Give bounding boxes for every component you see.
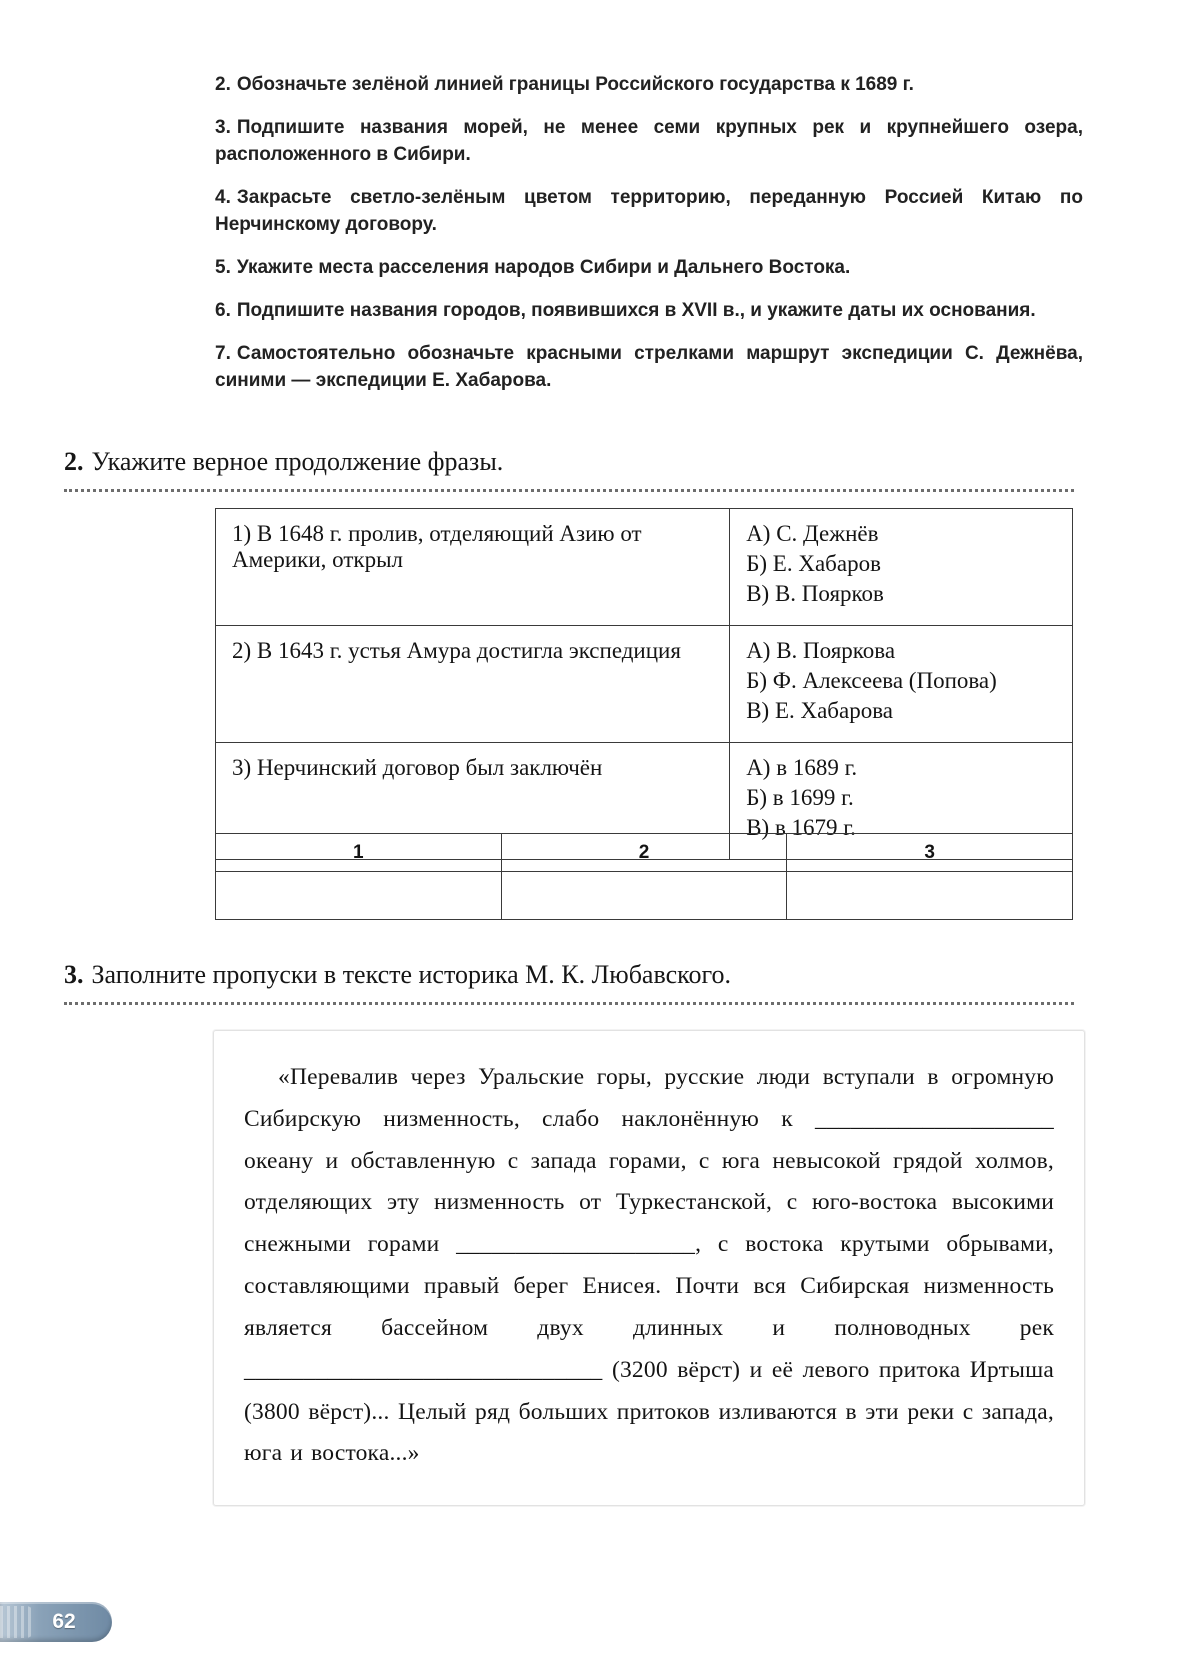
- task-item: [215, 255, 1083, 282]
- option: Б) Е. Хабаров: [746, 551, 881, 576]
- section-2-heading: [64, 447, 1094, 477]
- question-cell: 2) В 1643 г. устья Амура достигла экспедиция: [216, 626, 730, 743]
- answer-header-row: [216, 834, 1073, 872]
- question-cell: 3) Нерчинский договор был заключён: [216, 743, 730, 860]
- task-text: Самостоятельно обозначьте красными стрелками маршрут экспедиции С. Дежнёва, синими — экспедиции Е. Хабарова.: [215, 342, 1083, 391]
- option: В) В. Поярков: [746, 581, 884, 606]
- task-number: 4.: [215, 186, 231, 208]
- task-text: Укажите места расселения народов Сибири и Дальнего Востока.: [236, 256, 851, 278]
- option: Б) Ф. Алексеева (Попова): [746, 668, 997, 693]
- dotted-rule: [64, 1002, 1074, 1005]
- task-text: Подпишите названия морей, не менее семи крупных рек и крупнейшего озера, расположенного в Сибири.: [215, 116, 1083, 165]
- task-item: [215, 185, 1083, 239]
- task-number: 2.: [215, 74, 231, 95]
- map-task-list: [215, 72, 1083, 411]
- task-number: 7.: [215, 342, 231, 364]
- section-title: Укажите верное продолжение фразы.: [91, 447, 504, 476]
- task-number: 6.: [215, 299, 231, 321]
- options-cell: [730, 509, 1073, 626]
- page-number: 62: [52, 1610, 76, 1633]
- answer-header-3: 3: [787, 834, 1073, 872]
- table-row: [216, 509, 1073, 626]
- option: А) С. Дежнёв: [746, 521, 879, 546]
- task-item: [215, 115, 1083, 169]
- option: В) Е. Хабарова: [746, 698, 893, 723]
- answer-cell-2: [501, 872, 787, 920]
- task-number: 5.: [215, 256, 231, 278]
- answer-grid: [215, 833, 1073, 920]
- option: А) в 1689 г.: [746, 755, 858, 780]
- task-number: 3.: [215, 116, 231, 138]
- answer-cell-3: [787, 872, 1073, 920]
- task-item: [215, 298, 1083, 325]
- task-item: [215, 72, 1083, 99]
- options-cell: [730, 626, 1073, 743]
- task-item: [215, 341, 1083, 395]
- task-text: Закрасьте светло-зелёным цветом территорию, переданную Россией Китаю по Нерчинскому договору.: [215, 186, 1083, 235]
- option: Б) в 1699 г.: [746, 785, 854, 810]
- answer-cell-1: [216, 872, 502, 920]
- matching-table: [215, 508, 1073, 860]
- question-cell: 1) В 1648 г. пролив, отделяющий Азию от Америки, открыл: [216, 509, 730, 626]
- answer-header-1: 1: [216, 834, 502, 872]
- option: В) в 1679 г.: [746, 815, 856, 840]
- answer-header-2: 2: [501, 834, 787, 872]
- section-title: Заполните пропуски в тексте историка М. К. Любавского.: [91, 960, 731, 989]
- dotted-rule: [64, 489, 1074, 492]
- section-number: 3.: [64, 960, 84, 989]
- option: А) В. Пояркова: [746, 638, 896, 663]
- page-number-badge: [0, 1602, 112, 1642]
- task-text: Подпишите названия городов, появившихся в XVII в., и укажите даты их основания.: [236, 299, 1036, 321]
- section-number: 2.: [64, 447, 84, 476]
- answer-value-row: [216, 872, 1073, 920]
- table-row: [216, 626, 1073, 743]
- task-text: Обозначьте зелёной линией границы Российского государства к 1689 г.: [236, 74, 914, 95]
- quote-box: [213, 1030, 1085, 1506]
- quote-text: «Перевалив через Уральские горы, русские люди вступали в огромную Сибирскую низменность, слабо наклонённую к ____________________ океану и обставленную с запада горами, с юга невысокой грядой холмов, отделяющих эту низменность от Туркестанской, с юго-востока высокими снежными горами ____________________, с востока крутыми обрывами, составляющими правый берег Енисея. Почти вся Сибирская низменность является бассейном двух длинных и полноводных рек ______________________________ (3200 вёрст) и её левого притока Иртыша (3800 вёрст)... Целый ряд больших притоков изливаются в эти реки с запада, юга и востока...»: [244, 1064, 1054, 1467]
- section-3-heading: [64, 960, 1094, 990]
